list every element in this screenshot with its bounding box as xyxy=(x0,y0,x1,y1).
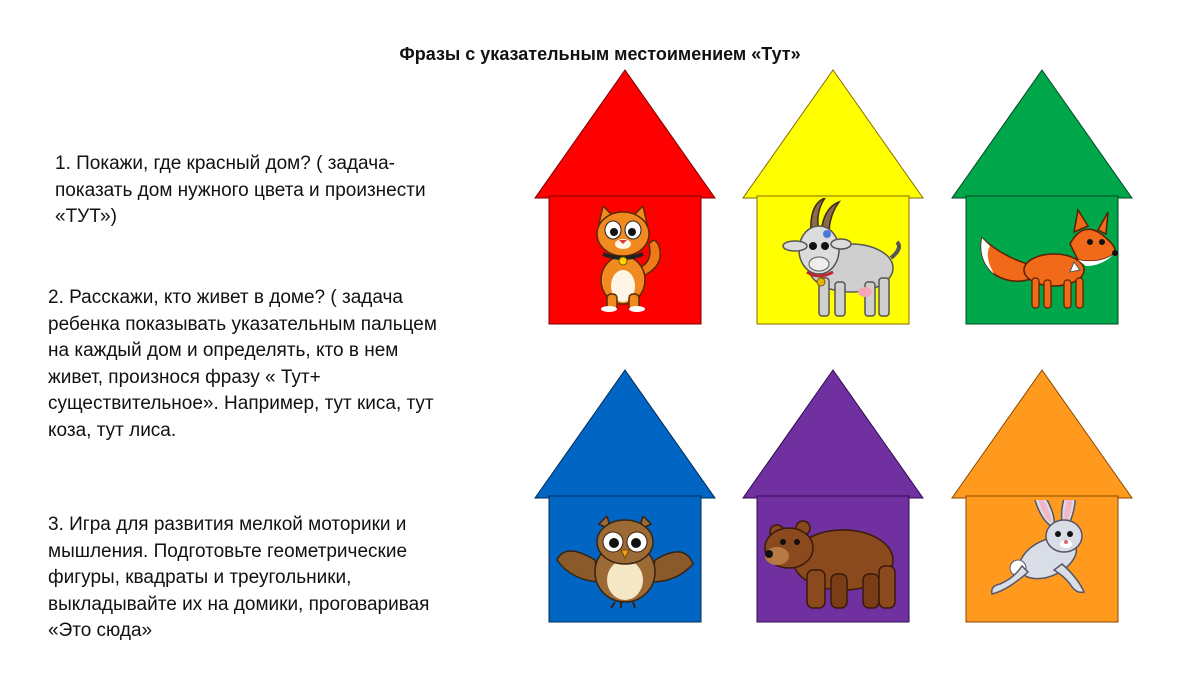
house-purple-roof xyxy=(743,370,923,498)
instruction-1: 1. Покажи, где красный дом? ( задача-показать дом нужного цвета и произнести «ТУТ») xyxy=(55,153,426,227)
house-orange[interactable] xyxy=(950,368,1134,630)
house-green[interactable] xyxy=(950,68,1134,330)
fox-icon xyxy=(974,208,1120,314)
house-blue-roof xyxy=(535,370,715,498)
owl-icon xyxy=(555,516,695,608)
bear-icon xyxy=(761,514,907,610)
cat-icon xyxy=(583,206,667,312)
page-title: Фразы с указательным местоимением «Тут» xyxy=(399,44,801,64)
house-yellow[interactable] xyxy=(741,68,925,330)
house-green-roof xyxy=(952,70,1132,198)
house-red-roof xyxy=(535,70,715,198)
house-yellow-roof xyxy=(743,70,923,198)
house-blue[interactable] xyxy=(533,368,717,630)
instruction-3: 3. Игра для развития мелкой моторики и мышления. Подготовьте геометрические фигуры, квадраты и треугольники, выкладывайте их на домики, проговаривая «Это сюда» xyxy=(48,514,430,641)
instruction-2: 2. Расскажи, кто живет в доме? ( задача ребенка показывать указательным пальцем на каждый дом и определять, кто в нем живет, произнося фразу « Тут+ существительное». Например, тут киса, тут коза, тут лиса. xyxy=(48,287,437,441)
house-red[interactable] xyxy=(533,68,717,330)
house-orange-roof xyxy=(952,370,1132,498)
rabbit-icon xyxy=(988,500,1100,598)
goat-icon xyxy=(769,198,905,324)
house-purple[interactable] xyxy=(741,368,925,630)
